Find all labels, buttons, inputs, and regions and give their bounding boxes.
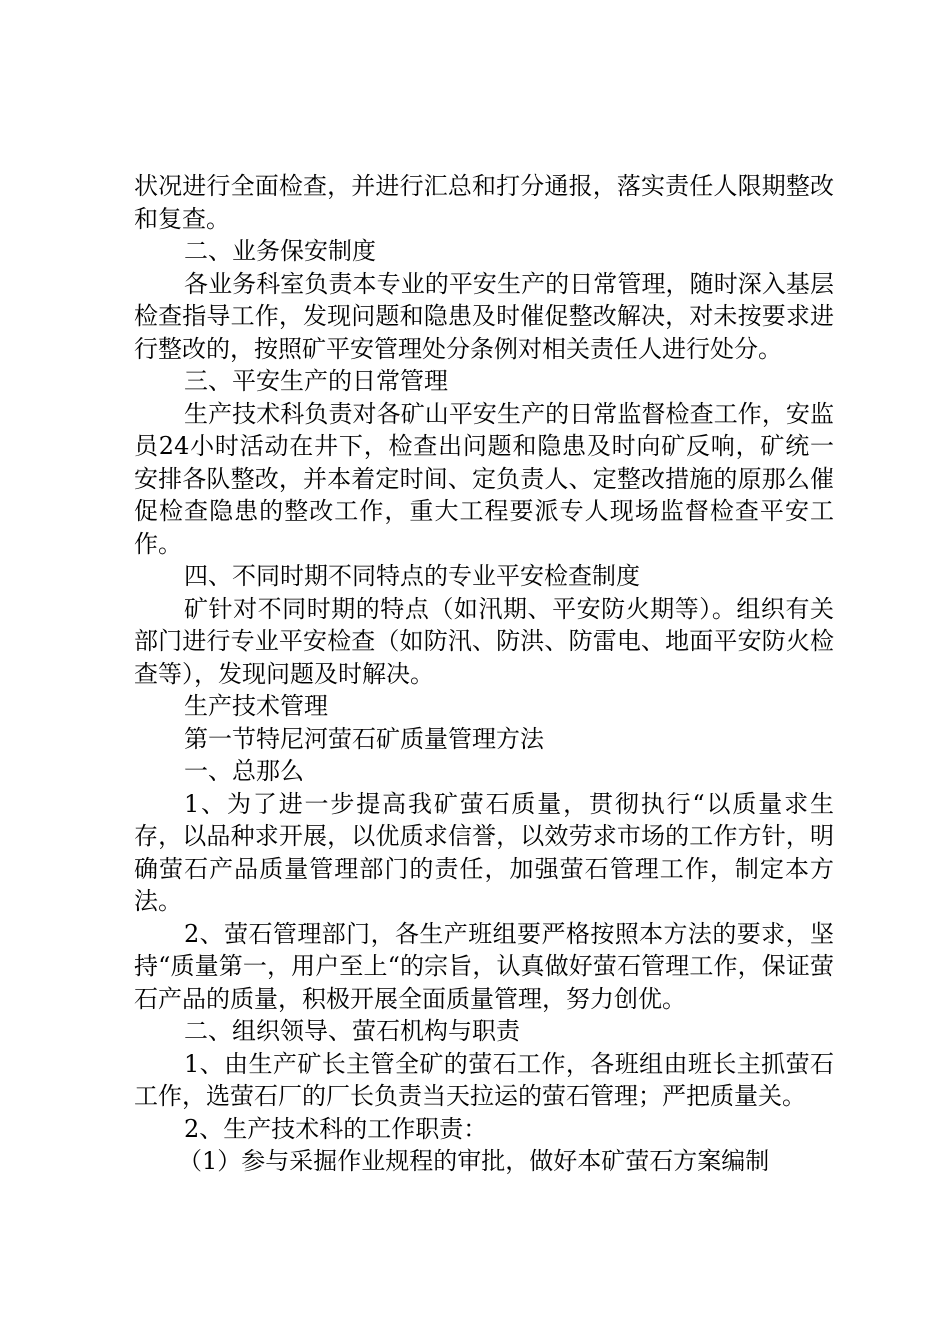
section-heading-organization: 二、组织领导、萤石机构与职责	[184, 1017, 520, 1045]
paragraph-continuation: 状况进行全面检查，并进行汇总和打分通报，落实责任人限期整改和复查。	[134, 172, 834, 233]
paragraph-org-item-2: 2、生产技术科的工作职责：	[184, 1114, 488, 1143]
paragraph-org-item-1: 1、由生产矿长主管全矿的萤石工作，各班组由班长主抓萤石工作，选萤石厂的厂长负责当天拉运的萤石管理；严把质量关。	[134, 1049, 834, 1110]
document-body	[134, 170, 834, 1178]
chapter-heading-production-tech: 生产技术管理	[184, 692, 328, 720]
paragraph-business-security: 各业务科室负责本专业的平安生产的日常管理，随时深入基层检查指导工作，发现问题和隐患及时催促整改解决，对未按要求进行整改的，按照矿平安管理处分条例对相关责任人进行处分。	[134, 269, 834, 363]
section-heading-business-security: 二、业务保安制度	[184, 237, 376, 265]
paragraph-daily-management: 生产技术科负责对各矿山平安生产的日常监督检查工作，安监员24小时活动在井下，检查出问题和隐患及时向矿反响，矿统一安排各队整改，并本着定时间、定负责人、定整改措施的原那么催促检查隐患的整改工作，重大工程要派专人现场监督检查平安工作。	[134, 399, 834, 558]
section-heading-quality-method: 第一节特尼河萤石矿质量管理方法	[184, 724, 544, 753]
section-heading-general: 一、总那么	[184, 757, 304, 785]
paragraph-item-1: 1、为了进一步提高我矿萤石质量，贯彻执行“以质量求生存，以品种求开展，以优质求信誉，以效劳求市场的工作方针，明确萤石产品质量管理部门的责任，加强萤石管理工作，制定本方法。	[134, 789, 834, 915]
section-heading-periodic-inspection: 四、不同时期不同特点的专业平安检查制度	[184, 562, 640, 590]
paragraph-subitem-1: （1）参与采掘作业规程的审批，做好本矿萤石方案编制	[178, 1147, 770, 1175]
section-heading-daily-management: 三、平安生产的日常管理	[184, 367, 448, 395]
paragraph-item-2: 2、萤石管理部门，各生产班组要严格按照本方法的要求，坚持“质量第一，用户至上“的宗旨，认真做好萤石管理工作，保证萤石产品的质量，积极开展全面质量管理，努力创优。	[134, 919, 834, 1013]
paragraph-periodic-inspection: 矿针对不同时期的特点（如汛期、平安防火期等）。组织有关部门进行专业平安检查（如防汛、防洪、防雷电、地面平安防火检查等），发现问题及时解决。	[134, 594, 834, 688]
